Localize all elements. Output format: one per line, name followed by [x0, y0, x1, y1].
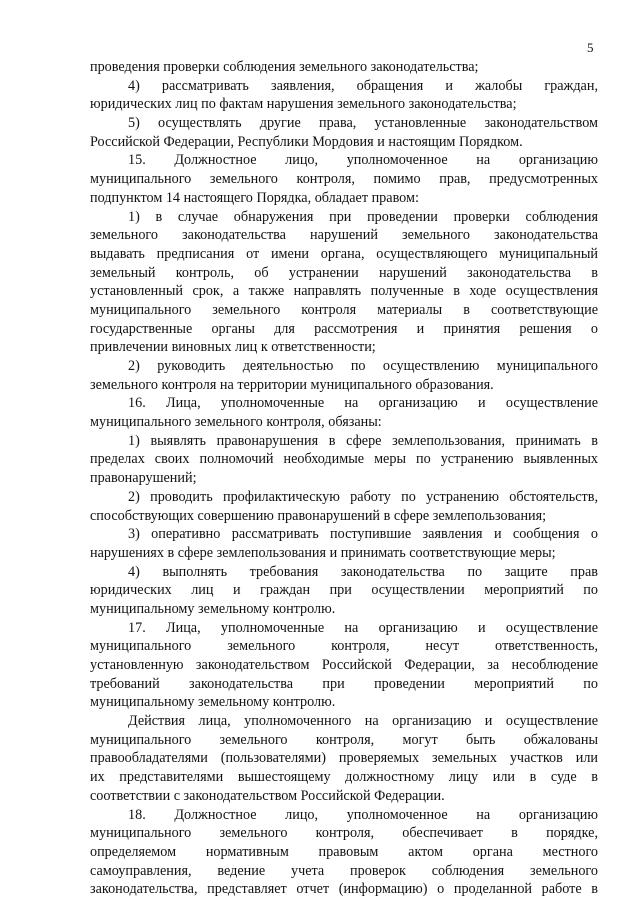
text-line: законодательства, представляет отчет (информацию) о проделанной работе в [90, 881, 598, 898]
text-line: 4) выполнять требования законодательства по защите прав [128, 563, 598, 580]
text-line: земельного контроля на территории муниципального образования. [90, 376, 494, 393]
text-line: способствующих совершению правонарушений в сфере землепользования; [90, 507, 547, 524]
text-line: соответствии с законодательством Российской Федерации. [90, 787, 445, 804]
text-line: Действия лица, уполномоченного на организацию и осуществление [128, 713, 598, 730]
text-line: муниципальному земельному контролю. [90, 694, 336, 711]
text-line: юридических лиц и граждан при осуществлении мероприятий по [90, 582, 598, 599]
text-line: правообладателями (пользователями) проверяемых земельных участков или [90, 750, 598, 767]
text-line: 2) руководить деятельностью по осуществлению муниципального [128, 358, 598, 374]
text-line: установленный срок, а также направлять полученные в ходе осуществления [90, 283, 598, 300]
text-line: требований законодательства при проведении мероприятий по [90, 675, 598, 692]
text-line: подпунктом 14 настоящего Порядка, обладает правом: [90, 189, 419, 206]
text-line: муниципальному земельному контролю. [90, 600, 336, 617]
text-line: проведения проверки соблюдения земельного законодательства; [90, 59, 479, 75]
text-line: определяемом нормативным правовым актом органа местного [90, 843, 598, 860]
text-line: земельного законодательства нарушений земельного законодательства [90, 227, 598, 244]
text-line: нарушениях в сфере землепользования и принимать соответствующие меры; [90, 544, 556, 561]
text-line: муниципального земельного контроля, обеспечивает в порядке, [90, 825, 598, 842]
text-line: выдавать предписания от имени органа, осуществляющего муниципальный [90, 245, 598, 262]
text-line: правонарушений; [90, 470, 197, 487]
text-line: 1) выявлять правонарушения в сфере землепользования, принимать в [128, 432, 598, 449]
text-line: самоуправления, ведение учета проверок соблюдения земельного [90, 862, 598, 879]
text-line: государственные органы для рассмотрения и принятия решения о [90, 320, 598, 337]
text-line: 2) проводить профилактическую работу по устранению обстоятельств, [128, 488, 598, 505]
text-line: муниципального земельного контроля, помимо прав, предусмотренных [90, 171, 598, 188]
text-line: муниципального земельного контроля, могут быть обжалованы [90, 731, 598, 748]
text-line: пределах своих полномочий необходимые меры по устранению выявленных [90, 451, 598, 468]
text-line: 18. Должностное лицо, уполномоченное на организацию [128, 806, 598, 823]
text-line: 5) осуществлять другие права, установленные законодательством [128, 115, 598, 132]
text-line: 15. Должностное лицо, уполномоченное на организацию [128, 152, 598, 169]
text-line: муниципального земельного контроля материалы в соответствующие [90, 301, 598, 318]
document-body [90, 58, 598, 899]
text-line: их представителями вышестоящему должностному лицу или в суде в [90, 769, 598, 786]
text-line: юридических лиц по фактам нарушения земельного законодательства; [90, 96, 517, 113]
text-line: Российской Федерации, Республики Мордовия и настоящим Порядком. [90, 133, 523, 150]
text-line: привлечении виновных лиц к ответственности; [90, 339, 376, 356]
text-line: установленную законодательством Российской Федерации, за несоблюдение [90, 657, 598, 673]
text-line: земельный контроль, об устранении нарушений законодательства в [90, 264, 598, 281]
text-line: 17. Лица, уполномоченные на организацию и осуществление [128, 619, 598, 636]
text-line: 3) оперативно рассматривать поступившие заявления и сообщения о [128, 526, 598, 543]
text-line: 1) в случае обнаружения при проведении проверки соблюдения [128, 208, 598, 225]
text-line: 16. Лица, уполномоченные на организацию и осуществление [128, 395, 598, 412]
text-line: муниципального земельного контроля, несут ответственность, [90, 638, 598, 655]
text-line: 4) рассматривать заявления, обращения и жалобы граждан, [128, 77, 598, 94]
page-number: 5 [587, 40, 594, 55]
text-line: муниципального земельного контроля, обязаны: [90, 414, 382, 431]
